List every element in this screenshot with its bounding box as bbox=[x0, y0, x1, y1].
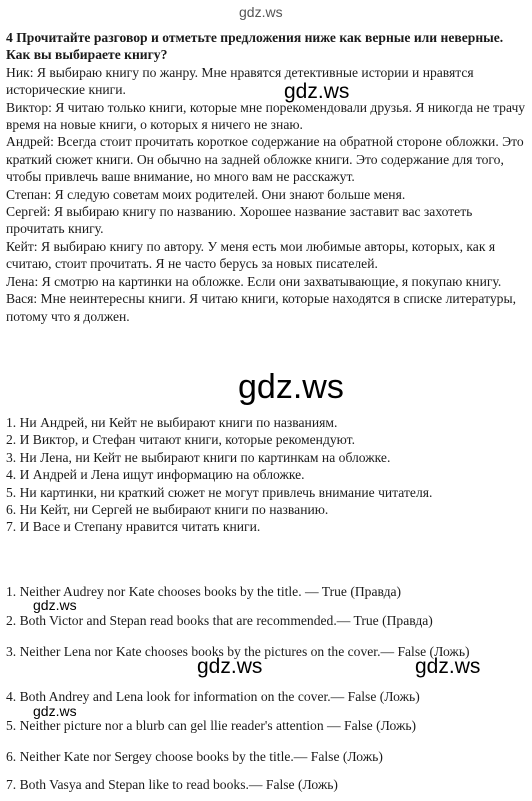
dialogue-victor: Виктор: Я читаю только книги, которые мне порекомендовали друзья. Я никогда не трачу время на новые книги, о которых я ничего не знаю. bbox=[6, 99, 526, 133]
statement-item: 6. Ни Кейт, ни Сергей не выбирают книги по названию. bbox=[6, 502, 329, 518]
dialogue-stepan: Степан: Я следую советам моих родителей. Они знают больше меня. bbox=[6, 186, 406, 202]
statement-item: 3. Ни Лена, ни Кейт не выбирают книги по картинкам на обложке. bbox=[6, 449, 391, 465]
dialogue-andrey: Андрей: Всегда стоит прочитать короткое содержание на обратной стороне обложки. Это краткий сюжет книги. Он обычно на задней обложке книги. Это содержание для того, чтобы привлечь ваше внимание, но много вам не расскажут. bbox=[6, 134, 524, 185]
answer-item: 7. Both Vasya and Stepan like to read books.— False (Ложь) bbox=[6, 777, 338, 792]
statement-item: 2. И Виктор, и Стефан читают книги, которые рекомендуют. bbox=[6, 432, 355, 448]
task-title: 4 Прочитайте разговор и отметьте предложения ниже как верные или неверные. Как вы выбираете книгу? bbox=[6, 30, 504, 63]
dialogue-nick: Ник: Я выбираю книгу по жанру. Мне нравятся детективные истории и нравятся исторические книги. bbox=[6, 64, 474, 98]
watermark-medium: gdz.ws bbox=[197, 655, 263, 678]
watermark-small: gdz.ws bbox=[33, 597, 77, 613]
answer-item: 3. Neither Lena nor Kate chooses books by the pictures on the cover.— False (Ложь) bbox=[6, 644, 470, 659]
answer-item: 2. Both Victor and Stepan read books that are recommended.— True (Правда) bbox=[6, 613, 433, 628]
answer-item: 4. Both Andrey and Lena look for information on the cover.— False (Ложь) bbox=[6, 689, 420, 704]
watermark-top: gdz.ws bbox=[239, 4, 283, 20]
statement-item: 1. Ни Андрей, ни Кейт не выбирают книги по названиям. bbox=[6, 415, 338, 430]
watermark-medium: gdz.ws bbox=[415, 655, 481, 678]
task-text bbox=[6, 29, 526, 325]
watermark-small: gdz.ws bbox=[33, 703, 77, 719]
dialogue-sergey: Сергей: Я выбираю книгу по названию. Хорошее название заставит вас захотеть прочитать книгу. bbox=[6, 204, 473, 237]
statement-item: 7. И Васе и Степану нравится читать книги. bbox=[6, 519, 261, 535]
statements-list bbox=[6, 414, 526, 536]
statement-item: 5. Ни картинки, ни краткий сюжет не могут привлечь внимание читателя. bbox=[6, 484, 433, 500]
watermark-mid: gdz.ws bbox=[284, 80, 350, 103]
dialogue-kate: Кейт: Я выбираю книгу по автору. У меня есть мои любимые авторы, которых, как я считаю, стоит прочитать. Я не часто берусь за новых писателей. bbox=[6, 238, 496, 272]
watermark-big: gdz.ws bbox=[238, 368, 344, 406]
statement-item: 4. И Андрей и Лена ищут информацию на обложке. bbox=[6, 467, 305, 483]
answer-item: 5. Neither picture nor a blurb can gel llie reader's attention — False (Ложь) bbox=[6, 718, 417, 733]
dialogue-lena: Лена: Я смотрю на картинки на обложке. Если они захватывающие, я покупаю книгу. bbox=[6, 273, 502, 289]
dialogue-vasya: Вася: Мне неинтересны книги. Я читаю книги, которые находятся в списке литературы, потому что я должен. bbox=[6, 291, 517, 324]
answer-item: 1. Neither Audrey nor Kate chooses books by the title. — True (Правда) bbox=[6, 584, 402, 599]
answer-item: 6. Neither Kate nor Sergey choose books by the title.— False (Ложь) bbox=[6, 749, 383, 764]
